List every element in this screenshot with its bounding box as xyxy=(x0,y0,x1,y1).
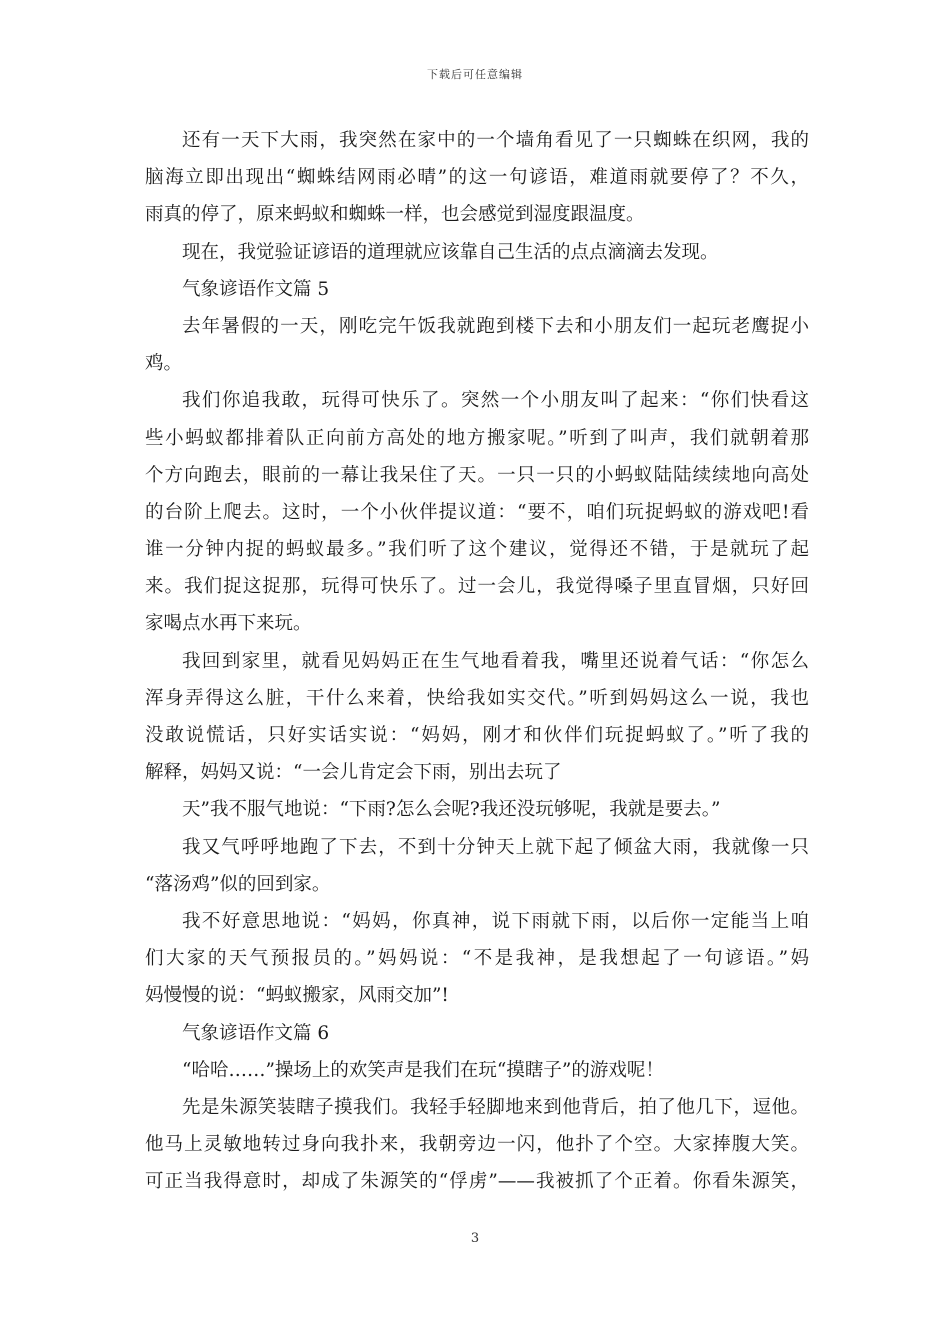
text-line: 雨真的停了，原来蚂蚁和蜘蛛一样，也会感觉到湿度跟温度。 xyxy=(145,204,645,226)
text-line: 天”我不服气地说：“下雨?怎么会呢?我还没玩够呢，我就是要去。” xyxy=(182,799,721,821)
text-line: 家喝点水再下来玩。 xyxy=(145,613,312,635)
text-line: 先是朱源笑装瞎子摸我们。我轻手轻脚地来到他背后，拍了他几下，逗他。 xyxy=(182,1096,809,1118)
text-line: 们大家的天气预报员的。”妈妈说：“不是我神，是我想起了一句谚语。”妈 xyxy=(145,948,809,970)
text-line: 鸡。 xyxy=(145,353,183,375)
text-line: 我们你追我敢，玩得可快乐了。突然一个小朋友叫了起来：“你们快看这 xyxy=(182,390,809,412)
text-line: 我不好意思地说：“妈妈，你真神，说下雨就下雨，以后你一定能当上咱 xyxy=(182,910,809,932)
section-heading: 气象谚语作文篇 6 xyxy=(182,1022,330,1044)
text-line: 些小蚂蚁都排着队正向前方高处的地方搬家呢。”听到了叫声，我们就朝着那 xyxy=(145,427,809,449)
text-line: 谁一分钟内捉的蚂蚁最多。”我们听了这个建议，觉得还不错，于是就玩了起 xyxy=(145,539,809,561)
text-line: 他马上灵敏地转过身向我扑来，我朝旁边一闪，他扑了个空。大家捧腹大笑。 xyxy=(145,1134,809,1156)
document-body xyxy=(145,122,809,1200)
text-line: 可正当我得意时，却成了朱源笑的“俘虏”——我被抓了个正着。你看朱源笑， xyxy=(145,1171,809,1193)
text-line: “落汤鸡”似的回到家。 xyxy=(145,873,331,895)
text-line: “哈哈……”操场上的欢笑声是我们在玩“摸瞎子”的游戏呢！ xyxy=(182,1059,664,1081)
text-line: 去年暑假的一天，刚吃完午饭我就跑到楼下去和小朋友们一起玩老鹰捉小 xyxy=(182,315,809,337)
text-line: 来。我们捉这捉那，玩得可快乐了。过一会儿，我觉得嗓子里直冒烟，只好回 xyxy=(145,576,809,598)
text-line: 脑海立即出现出“蜘蛛结网雨必晴”的这一句谚语，难道雨就要停了？不久， xyxy=(145,167,809,189)
text-line: 现在，我觉验证谚语的道理就应该靠自己生活的点点滴滴去发现。 xyxy=(182,241,719,263)
text-line: 浑身弄得这么脏，干什么来着，快给我如实交代。”听到妈妈这么一说，我也 xyxy=(145,687,809,709)
text-line: 我又气呼呼地跑了下去，不到十分钟天上就下起了倾盆大雨，我就像一只 xyxy=(182,836,809,858)
text-line: 的台阶上爬去。这时，一个小伙伴提议道：“要不，咱们玩捉蚂蚁的游戏吧!看 xyxy=(145,501,809,523)
text-line: 没敢说慌话，只好实话实说：“妈妈，刚才和伙伴们玩捉蚂蚁了。”听了我的 xyxy=(145,725,809,746)
page-number: 3 xyxy=(470,1231,480,1246)
text-line: 我回到家里，就看见妈妈正在生气地看着我，嘴里还说着气话：“你怎么 xyxy=(182,650,809,672)
section-heading: 气象谚语作文篇 5 xyxy=(182,278,330,300)
text-line: 还有一天下大雨，我突然在家中的一个墙角看见了一只蜘蛛在织网，我的 xyxy=(182,130,809,151)
text-line: 妈慢慢的说：“蚂蚁搬家，风雨交加”! xyxy=(145,985,449,1007)
text-line: 个方向跑去，眼前的一幕让我呆住了天。一只一只的小蚂蚁陆陆续续地向高处 xyxy=(145,464,809,486)
text-line: 解释，妈妈又说：“一会儿肯定会下雨，别出去玩了 xyxy=(145,762,562,784)
page-header: 下载后可任意编辑 xyxy=(427,68,523,81)
